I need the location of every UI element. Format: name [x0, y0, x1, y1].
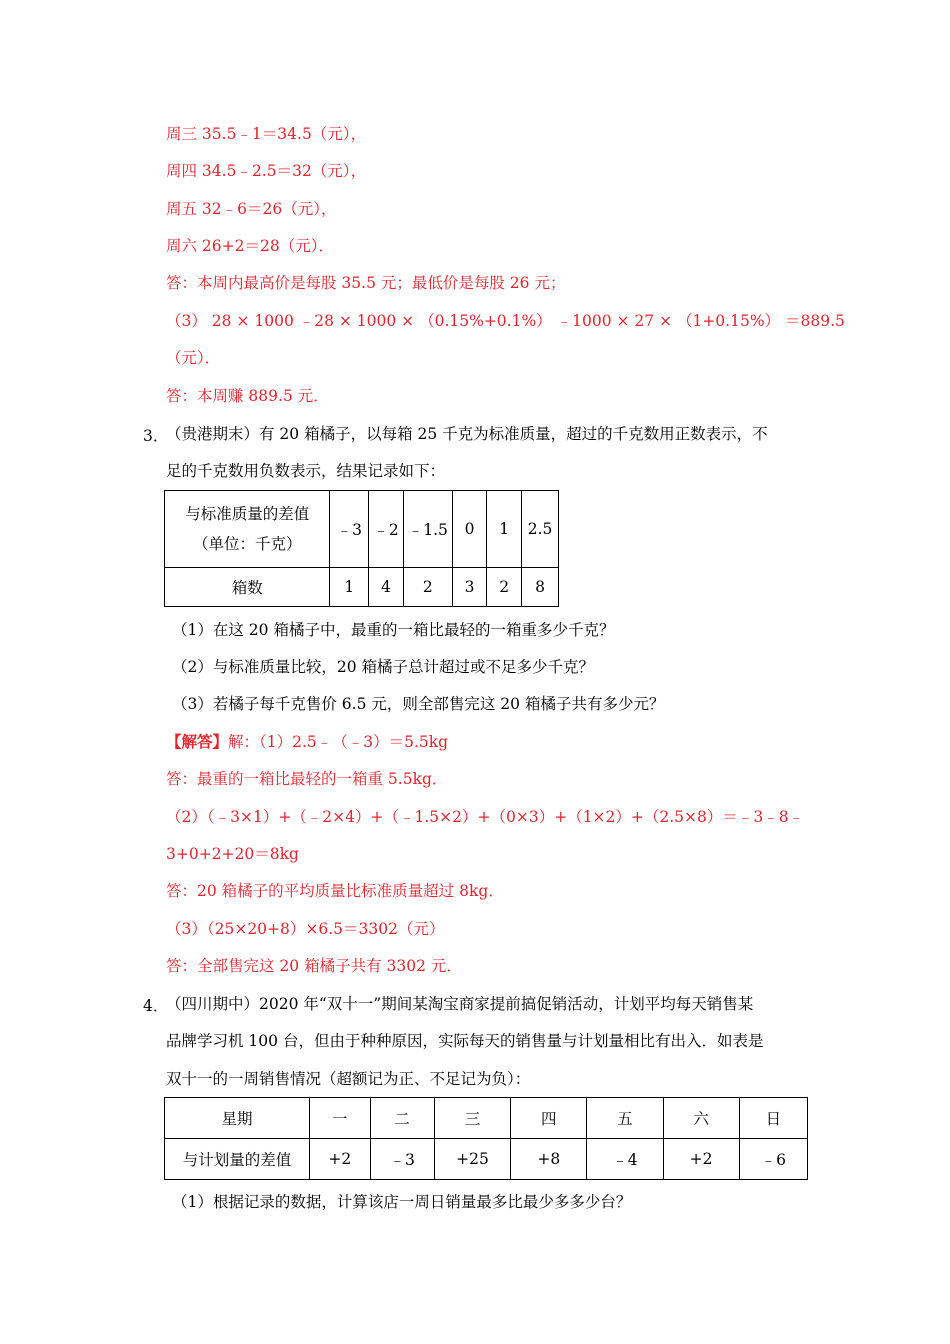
question-stem: 双十一的一周销售情况（超额记为正、不足记为负）：: [166, 1070, 531, 1088]
answer-line: 答：20 箱橘子的平均质量比标准质量超过 8kg．: [166, 882, 504, 900]
sub-question: （3）若橘子每千克售价 6.5 元，则全部售完这 20 箱橘子共有多少元？: [172, 695, 665, 713]
question-stem: （四川期中）2020 年“双十一”期间某淘宝商家提前搞促销活动，计划平均每天销售某: [166, 995, 754, 1013]
table-cell: ﹣6: [739, 1139, 807, 1180]
table-cell: ﹣3: [330, 491, 369, 568]
solution-line: 周五 32﹣6＝26（元），: [166, 200, 337, 218]
table-cell: +25: [434, 1139, 510, 1180]
table-cell: 二: [370, 1098, 434, 1139]
question-number: 3．: [143, 427, 169, 445]
answer-line: 答：全部售完这 20 箱橘子共有 3302 元．: [166, 957, 462, 975]
table-cell: 四: [511, 1098, 587, 1139]
sub-question: （1）根据记录的数据，计算该店一周日销量最多比最少多多少台？: [172, 1193, 632, 1211]
answer-line: 答：本周内最高价是每股 35.5 元；最低价是每股 26 元；: [166, 274, 566, 292]
answer-block: [166, 732, 448, 752]
table-row-label: 箱数: [165, 568, 330, 607]
table-cell: 1: [487, 491, 522, 568]
answer-line: 3+0+2+20＝8kg: [166, 845, 299, 863]
table-cell: ﹣4: [587, 1139, 663, 1180]
header-unit: （单位：千克）: [192, 535, 302, 553]
table-cell: 日: [739, 1098, 807, 1139]
table-row-label: 星期: [165, 1098, 310, 1139]
question-stem: 足的千克数用负数表示，结果记录如下：: [166, 462, 446, 480]
solution-line: （元）．: [166, 349, 221, 367]
table-cell: 一: [310, 1098, 370, 1139]
table-cell: 4: [369, 568, 404, 607]
solution-line: 周四 34.5﹣2.5＝32（元），: [166, 162, 367, 180]
weight-table: [164, 490, 559, 607]
table-cell: +2: [310, 1139, 370, 1180]
table-cell: 0: [452, 491, 487, 568]
answer-line: 答：本周赚 889.5 元．: [166, 387, 329, 405]
solution-line: 周三 35.5﹣1＝34.5（元），: [166, 125, 367, 143]
table-row-label: 与计划量的差值: [165, 1139, 310, 1180]
table-cell: ﹣1.5: [403, 491, 452, 568]
sub-question: （2）与标准质量比较，20 箱橘子总计超过或不足多少千克？: [172, 658, 595, 676]
answer-text: 解：（1）2.5﹣（﹣3）＝5.5kg: [228, 733, 449, 751]
table-cell: 五: [587, 1098, 663, 1139]
table-cell: 2.5: [522, 491, 559, 568]
answer-line: （3）（25×20+8）×6.5＝3302（元）: [166, 920, 445, 938]
table-cell: 1: [330, 568, 369, 607]
table-cell: +2: [663, 1139, 739, 1180]
answer-line: （2）（﹣3×1）+（﹣2×4）+（﹣1.5×2）+（0×3）+（1×2）+（2.5×8）＝﹣3﹣8﹣: [166, 808, 805, 826]
question-stem: （贵港期末）有 20 箱橘子，以每箱 25 千克为标准质量，超过的千克数用正数表示，不: [166, 425, 768, 443]
sales-table: [164, 1097, 808, 1180]
table-cell: ﹣3: [370, 1139, 434, 1180]
solution-line: 周六 26+2＝28（元）．: [166, 237, 334, 255]
sub-question: （1）在这 20 箱橘子中，最重的一箱比最轻的一箱重多少千克？: [172, 621, 615, 639]
table-cell: 三: [434, 1098, 510, 1139]
table-cell: 3: [452, 568, 487, 607]
table-cell: 8: [522, 568, 559, 607]
header-text: 与标准质量的差值: [185, 505, 310, 523]
answer-line: 答：最重的一箱比最轻的一箱重 5.5kg．: [166, 770, 448, 788]
table-cell: +8: [511, 1139, 587, 1180]
table-cell: 六: [663, 1098, 739, 1139]
table-cell: ﹣2: [369, 491, 404, 568]
table-cell: 2: [403, 568, 452, 607]
question-stem: 品牌学习机 100 台，但由于种种原因，实际每天的销售量与计划量相比有出入．如表是: [166, 1032, 764, 1050]
table-header-cell: [165, 491, 330, 568]
table-cell: 2: [487, 568, 522, 607]
question-number: 4．: [143, 997, 169, 1015]
answer-tag: 【解答】: [166, 732, 229, 751]
solution-line: （3） 28 × 1000 ﹣28 × 1000 × （0.15%+0.1%） ﹣1000 × 27 × （1+0.15%） ＝889.5: [166, 312, 845, 330]
